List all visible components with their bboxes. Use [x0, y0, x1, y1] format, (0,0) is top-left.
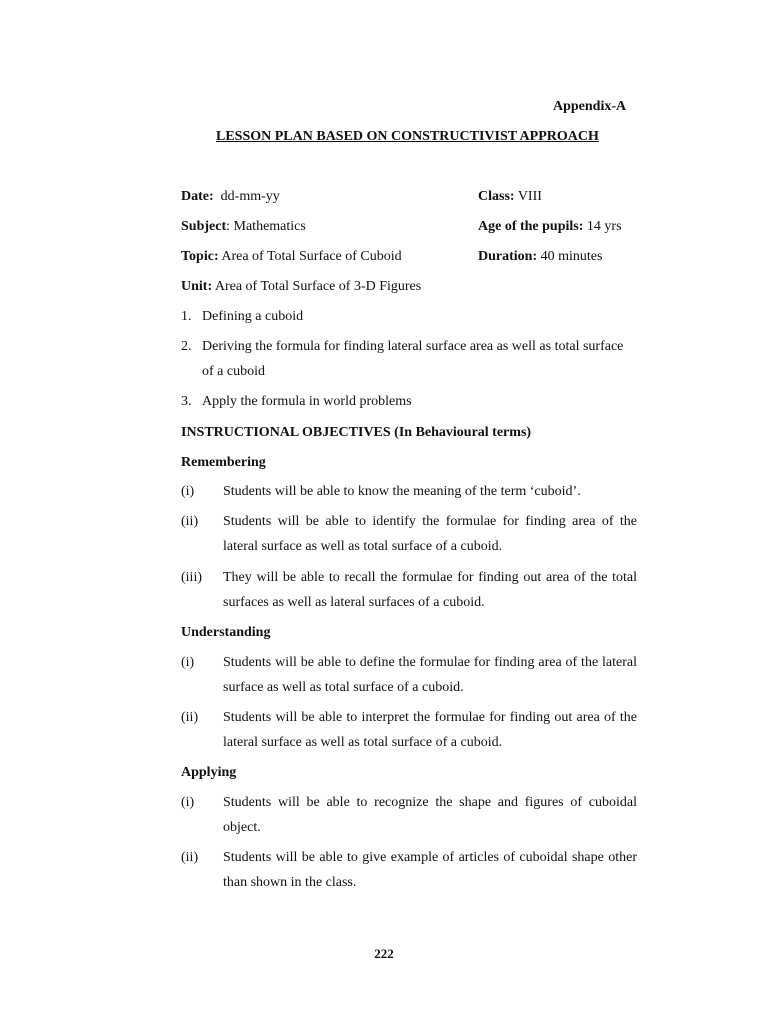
item-numeral: (i): [181, 795, 195, 810]
step-text: Apply the formula in world problems: [202, 394, 412, 409]
subject-value: : Mathematics: [226, 219, 306, 234]
objective-text: Students will be able to recognize the shape and figures of cuboidal: [223, 795, 637, 810]
item-numeral: (i): [181, 655, 195, 670]
step-text: Deriving the formula for finding lateral surface area as well as total surface: [202, 339, 624, 354]
objective-text-continued: lateral surface as well as total surface of a cuboid.: [223, 735, 503, 750]
objective-text-continued: than shown in the class.: [223, 875, 357, 890]
topic-label: Topic:: [181, 249, 219, 264]
item-numeral: (ii): [181, 850, 199, 865]
class-label: Class:: [478, 189, 515, 204]
step-item: [181, 339, 623, 355]
objective-text: They will be able to recall the formulae for finding out area of the total: [223, 570, 637, 585]
section-heading-understanding: Understanding: [181, 625, 271, 640]
class-row: [478, 189, 542, 205]
objective-text: Students will be able to define the formulae for finding area of the lateral: [223, 655, 637, 670]
unit-row: [181, 279, 421, 295]
step-number: 2.: [181, 339, 192, 354]
unit-value: Area of Total Surface of 3-D Figures: [214, 279, 422, 294]
class-value: VIII: [517, 189, 542, 204]
section-heading-applying: Applying: [181, 765, 237, 780]
document-title: LESSON PLAN BASED ON CONSTRUCTIVIST APPROACH: [216, 129, 599, 144]
item-numeral: (iii): [181, 570, 202, 585]
section-heading-remembering: Remembering: [181, 455, 266, 470]
objective-text-continued: surface as well as total surface of a cuboid.: [223, 680, 464, 695]
item-numeral: (ii): [181, 514, 199, 529]
age-label: Age of the pupils:: [478, 219, 584, 234]
objective-text-continued: surfaces as well as lateral surfaces of a cuboid.: [223, 595, 485, 610]
item-numeral: (ii): [181, 710, 199, 725]
date-label: Date:: [181, 189, 214, 204]
subject-row: [181, 219, 306, 235]
objective-text: Students will be able to interpret the formulae for finding out area of the: [223, 710, 637, 725]
unit-label: Unit:: [181, 279, 213, 294]
age-value: 14 yrs: [586, 219, 622, 234]
objective-text: Students will be able to identify the formulae for finding area of the: [223, 514, 637, 529]
objective-text: Students will be able to give example of articles of cuboidal shape other: [223, 850, 637, 865]
topic-value: Area of Total Surface of Cuboid: [221, 249, 402, 264]
duration-label: Duration:: [478, 249, 538, 264]
date-row: [181, 189, 280, 205]
subject-label: Subject: [181, 219, 227, 234]
objective-text-continued: lateral surface as well as total surface of a cuboid.: [223, 539, 503, 554]
duration-value: 40 minutes: [540, 249, 603, 264]
date-value: dd-mm-yy: [220, 189, 280, 204]
step-text: Defining a cuboid: [202, 309, 304, 324]
item-numeral: (i): [181, 484, 195, 499]
objective-text: Students will be able to know the meaning of the term ‘cuboid’.: [223, 484, 581, 499]
page-number: 222: [374, 946, 394, 961]
step-number: 1.: [181, 309, 192, 324]
step-number: 3.: [181, 394, 192, 409]
step-text-continued: of a cuboid: [202, 364, 265, 379]
age-row: [478, 219, 622, 235]
topic-row: [181, 249, 402, 265]
objective-text-continued: object.: [223, 820, 261, 835]
duration-row: [478, 249, 602, 265]
objectives-heading: INSTRUCTIONAL OBJECTIVES (In Behavioural terms): [181, 425, 532, 440]
step-item: [181, 309, 303, 325]
appendix-label: Appendix-A: [553, 99, 627, 114]
step-item: [181, 394, 412, 410]
